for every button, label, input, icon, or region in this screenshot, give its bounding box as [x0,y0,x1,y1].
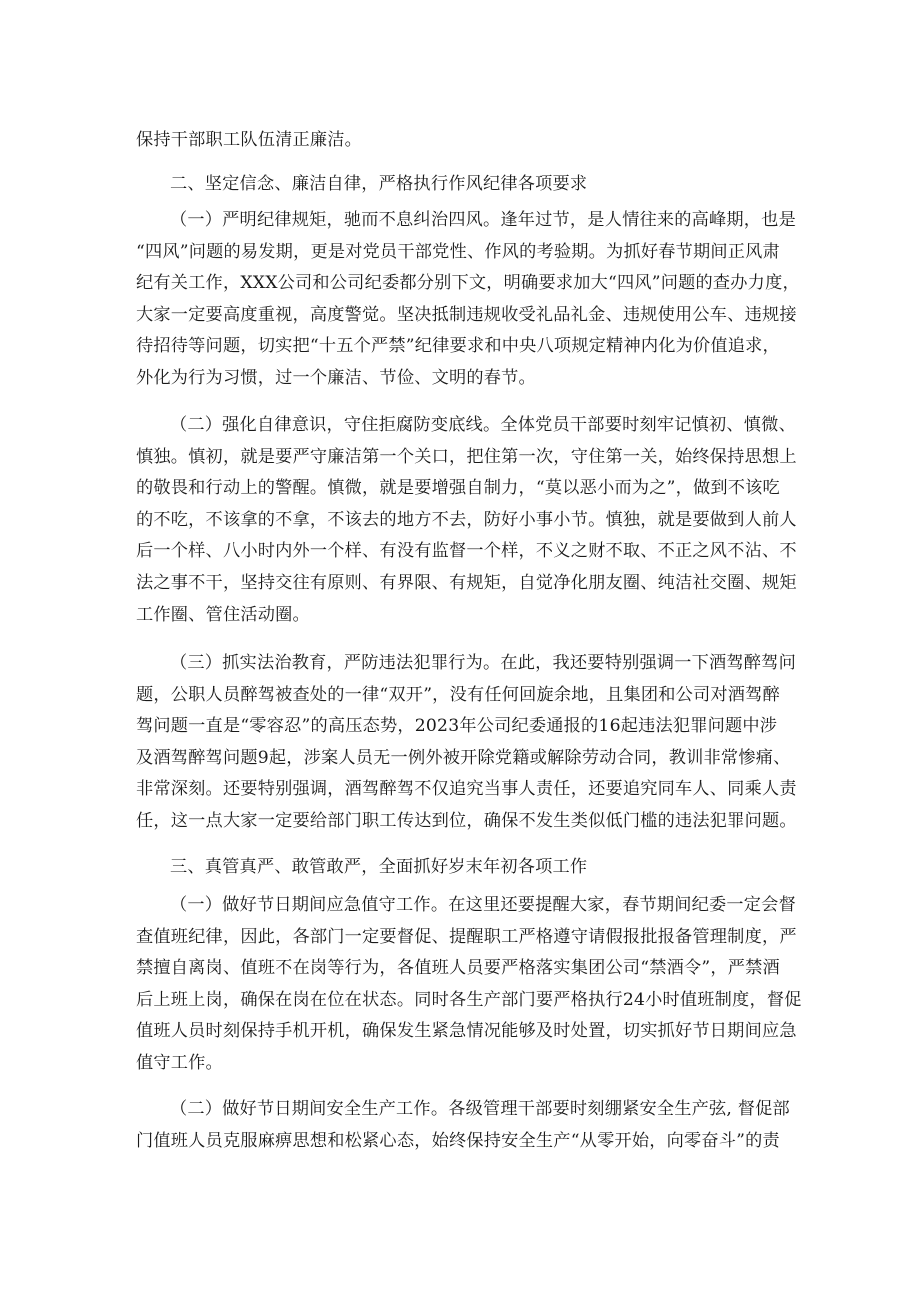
paragraph-safety-production [136,1094,796,1157]
heading-line: 二、坚定信念、廉洁自律，严格执行作风纪律各项要求 [170,174,588,194]
text-line: 待招待等问题，切实把“十五个严禁”纪律要求和中央八项规定精神内化为价值追求， [136,336,780,357]
section-heading-3 [136,852,796,884]
text-line: 任，这一点大家一定要给部门职工传达到位，确保不发生类似低门槛的违法犯罪问题。 [136,810,797,831]
text-line: 禁擅自离岗、值班不在岗等行为，各值班人员要严格落实集团公司“禁酒令”，严禁酒 [136,958,780,979]
text-line: （一）严明纪律规矩，驰而不息纠治四风。逢年过节，是人情往来的高峰期，也是 [170,210,796,230]
text-line: （一）做好节日期间应急值守工作。在这里还要提醒大家，春节期间纪委一定会督 [170,895,796,915]
paragraph-legal-education [136,648,796,838]
paragraph-emergency-duty [136,890,802,1080]
text-line: 值班人员时刻保持手机开机，确保发生紧急情况能够及时处置，切实抓好节日期间应急 [136,1021,797,1042]
text-line: 保持干部职工队伍清正廉洁。 [136,130,363,150]
text-line: 后上班上岗，确保在岗在位在状态。同时各生产部门要严格执行24小时值班制度，督促 [136,989,802,1010]
text-line: 后一个样、八小时内外一个样、有没有监督一个样，不义之财不取、不正之风不沾、不 [136,541,797,562]
text-line: 门值班人员克服麻痹思想和松紧心态，始终保持安全生产“从零开始，向零奋斗”的责 [136,1130,780,1151]
text-line: （三）抓实法治教育，严防违法犯罪行为。在此，我还要特别强调一下酒驾醉驾问 [170,653,796,673]
heading-line: 三、真管真严、敢管敢严，全面抓好岁末年初各项工作 [170,857,588,877]
text-line: “四风”问题的易发期，更是对党员干部党性、作风的考验期。为抓好春节期间正风肃 [136,241,780,262]
text-line: （二）做好节日期间安全生产工作。各级管理干部要时刻绷紧安全生产弦, 督促部 [170,1099,790,1119]
text-line: 外化为行为习惯，过一个廉洁、节俭、文明的春节。 [136,367,536,388]
text-line: 大家一定要高度重视，高度警觉。坚决抵制违规收受礼品礼金、违规使用公车、违规接 [136,304,797,325]
text-line: 工作圈、管住活动圈。 [136,604,310,625]
text-line: 法之事不干，坚持交往有原则、有界限、有规矩，自觉净化朋友圈、纯洁社交圈、规矩 [136,572,797,593]
text-line: 及酒驾醉驾问题9起，涉案人员无一例外被开除党籍或解除劳动合同，教训非常惨痛、 [136,747,791,768]
text-line: 慎独。慎初，就是要严守廉洁第一个关口，把住第一次，守住第一关，始终保持思想上 [136,446,797,467]
text-line: 的敬畏和行动上的警醒。慎微，就是要增强自制力，“莫以恶小而为之”，做到不该吃 [136,478,780,499]
section-heading-2 [136,169,796,201]
text-line: 题，公职人员醉驾被查处的一律“双开”，没有任何回旋余地，且集团和公司对酒驾醉 [136,684,780,705]
paragraph-continuation [136,125,796,157]
text-line: 值守工作。 [136,1052,223,1073]
paragraph-self-discipline [136,410,796,631]
text-line: 非常深刻。还要特别强调，酒驾醉驾不仅追究当事人责任，还要追究同车人、同乘人责 [136,779,797,800]
text-line: （二）强化自律意识，守住拒腐防变底线。全体党员干部要时刻牢记慎初、慎微、 [170,415,796,435]
text-line: 驾问题一直是“零容忍”的高压态势，2023年公司纪委通报的16起违法犯罪问题中涉 [136,716,778,737]
text-line: 纪有关工作，XXX公司和公司纪委都分别下文，明确要求加大“四风”问题的查办力度， [136,273,800,294]
text-line: 查值班纪律，因此，各部门一定要督促、提醒职工严格遵守请假报批报备管理制度，严 [136,926,797,947]
text-line: 的不吃，不该拿的不拿，不该去的地方不去，防好小事小节。慎独，就是要做到人前人 [136,509,797,530]
paragraph-discipline [136,205,800,395]
